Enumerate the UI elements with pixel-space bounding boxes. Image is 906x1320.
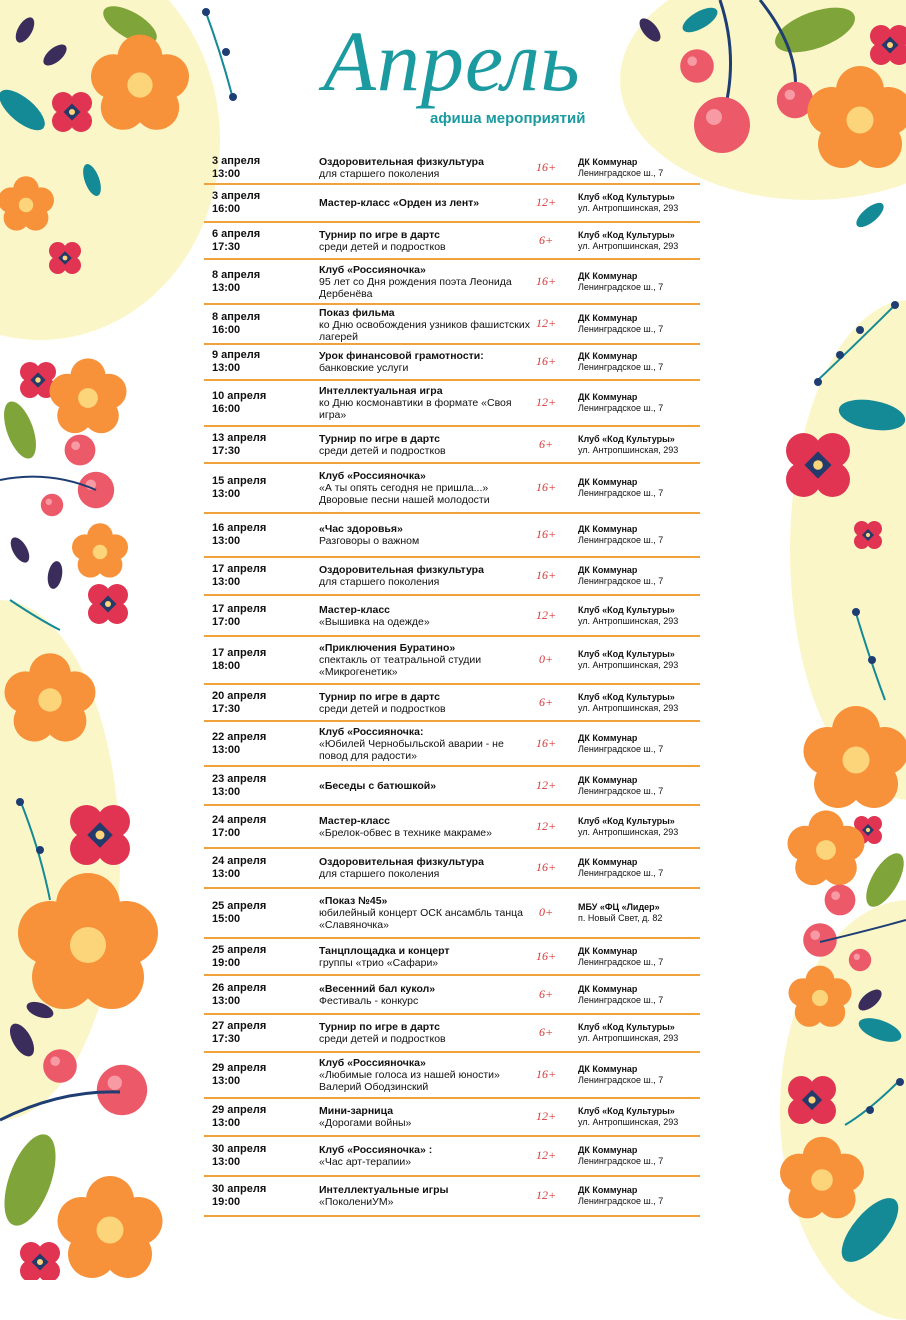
event-row (204, 596, 700, 637)
page-title: Апрель (323, 13, 581, 109)
event-date: 8 апреля (212, 268, 261, 281)
event-title: Мастер-класс (319, 814, 391, 827)
event-date: 30 апреля (212, 1143, 267, 1155)
event-date: 24 апреля (212, 855, 267, 867)
age-rating: 0+ (538, 905, 554, 919)
event-title: Турнир по игре в дартс (319, 1021, 440, 1033)
event-time: 16:00 (212, 403, 241, 415)
event-date-cell (212, 269, 260, 295)
venue-name: ДК Коммунар (578, 156, 638, 167)
venue-address: Ленинградское ш., 7 (578, 956, 664, 967)
venue-address: ул. Антропшинская, 293 (578, 1117, 679, 1127)
event-venue-cell (578, 816, 708, 838)
event-title: Турнир по игре в дартс (319, 228, 440, 241)
event-date: 10 апреля (212, 390, 267, 402)
venue-address: ул. Антропшинская, 293 (578, 240, 679, 251)
event-description: среди детей и подростков (319, 444, 446, 457)
age-rating: 16+ (535, 527, 557, 541)
event-row (204, 427, 700, 464)
venue-name: Клуб «Код Культуры» (578, 1022, 675, 1032)
venue-address: ул. Антропшинская, 293 (578, 660, 679, 670)
age-rating: 0+ (538, 652, 554, 666)
age-rating: 16+ (535, 568, 557, 582)
event-title: Турнир по игре в дартс (319, 690, 440, 703)
event-description: «Брелок-обвес в технике макраме» (319, 826, 492, 839)
event-row (204, 767, 700, 806)
event-row (204, 889, 700, 939)
event-venue-cell (578, 733, 708, 755)
event-venue-cell (578, 477, 708, 499)
event-info-cell (319, 523, 534, 547)
event-time: 13:00 (212, 281, 241, 294)
event-date: 8 апреля (212, 311, 261, 323)
venue-name: ДК Коммунар (578, 270, 638, 281)
event-description: банковские услуги (319, 362, 409, 374)
event-date: 24 апреля (212, 813, 267, 826)
venue-name: ДК Коммунар (578, 351, 638, 361)
event-info-cell (319, 385, 534, 421)
event-description: ко Дню космонавтики в формате «Своя игра» (319, 397, 512, 421)
event-venue-cell (578, 1022, 708, 1044)
event-time: 13:00 (212, 576, 241, 588)
venue-address: Ленинградское ш., 7 (578, 868, 664, 878)
venue-address: Ленинградское ш., 7 (578, 403, 664, 413)
age-rating: 6+ (538, 1025, 554, 1039)
event-row (204, 637, 700, 685)
event-time: 17:30 (212, 444, 241, 457)
age-rating: 12+ (535, 1188, 557, 1202)
venue-name: ДК Коммунар (578, 565, 638, 575)
venue-name: Клуб «Код Культуры» (578, 604, 675, 615)
event-title: Урок финансовой грамотности: (319, 350, 484, 362)
event-description: «Любимые голоса из нашей юности» Валерий Ободзинский (319, 1069, 500, 1093)
age-rating: 12+ (535, 777, 557, 792)
event-date: 17 апреля (212, 647, 267, 659)
venue-address: Ленинградское ш., 7 (578, 535, 664, 545)
event-date: 3 апреля (212, 154, 261, 167)
event-title: Танцплощадка и концерт (319, 944, 450, 957)
event-description: спектакль от театральной студии «Микрогенетик» (319, 654, 482, 678)
event-info-cell (319, 1105, 534, 1129)
event-info-cell (319, 780, 534, 792)
event-description: среди детей и подростков (319, 1033, 446, 1045)
venue-address: Ленинградское ш., 7 (578, 324, 664, 334)
event-title: Мини-зарница (319, 1105, 394, 1117)
event-row (204, 722, 700, 767)
event-date: 23 апреля (212, 772, 267, 785)
event-description: юбилейный концерт ОСК ансамбль танца «Славяночка» (319, 907, 523, 931)
event-date: 20 апреля (212, 689, 267, 702)
event-time: 13:00 (212, 362, 241, 374)
event-date: 29 апреля (212, 1062, 267, 1074)
event-description: «Час арт-терапии» (319, 1156, 412, 1168)
event-venue-cell (578, 434, 708, 456)
event-date: 16 апреля (212, 522, 267, 534)
venue-address: Ленинградское ш., 7 (578, 362, 664, 372)
event-date: 25 апреля (212, 943, 267, 956)
venue-address: Ленинградское ш., 7 (578, 1156, 664, 1166)
event-venue-cell (578, 1064, 708, 1086)
event-description: «А ты опять сегодня не пришла...» Дворовые песни нашей молодости (319, 482, 490, 506)
event-description: для старшего поколения (319, 576, 440, 588)
event-time: 17:30 (212, 1033, 241, 1045)
event-title: Показ фильма (319, 307, 395, 319)
event-date-cell (212, 390, 266, 416)
event-time: 18:00 (212, 660, 241, 672)
event-info-cell (319, 264, 534, 300)
venue-address: Ленинградское ш., 7 (578, 1075, 664, 1085)
event-date-cell (212, 731, 266, 757)
venue-address: ул. Антропшинская, 293 (578, 203, 679, 213)
event-row (204, 345, 700, 381)
event-row (204, 849, 700, 889)
age-rating: 16+ (535, 480, 557, 494)
event-info-cell (319, 433, 534, 457)
event-row (204, 514, 700, 558)
venue-name: Клуб «Код Культуры» (578, 649, 675, 659)
venue-name: Клуб «Код Культуры» (578, 192, 675, 202)
event-time: 13:00 (212, 1117, 241, 1129)
event-title: «Час здоровья» (319, 523, 403, 535)
event-title: «Весенний бал кукол» (319, 982, 436, 995)
event-info-cell (319, 197, 534, 209)
event-row (204, 185, 700, 223)
bg-blob-bottom-right (780, 900, 906, 1320)
event-date-cell (212, 1183, 266, 1209)
age-rating: 12+ (535, 195, 557, 209)
event-row (204, 1053, 700, 1099)
event-date: 3 апреля (212, 190, 261, 202)
event-info-cell (319, 470, 534, 506)
event-venue-cell (578, 692, 708, 714)
event-info-cell (319, 1184, 534, 1208)
event-venue-cell (578, 351, 708, 373)
event-row (204, 1015, 700, 1053)
event-date-cell (212, 900, 266, 926)
age-rating: 16+ (535, 860, 557, 874)
event-date-cell (212, 563, 266, 589)
event-date-cell (212, 855, 266, 881)
event-title: Интеллектуальная игра (319, 385, 443, 397)
event-date-cell (212, 944, 266, 970)
event-title: Клуб «Россияночка» : (319, 1144, 433, 1156)
event-date-cell (212, 647, 266, 673)
venue-name: МБУ «ФЦ «Лидер» (578, 902, 660, 912)
event-date: 25 апреля (212, 900, 267, 912)
page-subtitle: афиша мероприятий (430, 110, 586, 127)
event-info-cell (319, 691, 534, 715)
event-description: среди детей и подростков (319, 240, 446, 253)
event-info-cell (319, 1144, 534, 1168)
event-description: для старшего поколения (319, 167, 440, 180)
event-title: Оздоровительная физкультура (319, 856, 484, 868)
event-info-cell (319, 156, 534, 180)
event-time: 13:00 (212, 1156, 241, 1168)
venue-address: Ленинградское ш., 7 (578, 281, 664, 292)
age-rating: 12+ (535, 1148, 557, 1162)
event-title: Клуб «Россияночка» (319, 1057, 426, 1069)
age-rating: 16+ (535, 354, 557, 368)
event-description: ко Дню освобождения узников фашистских лагерей (319, 319, 530, 343)
event-venue-cell (578, 605, 708, 627)
event-time: 13:00 (212, 167, 241, 180)
venue-name: ДК Коммунар (578, 857, 638, 867)
age-rating: 6+ (538, 986, 554, 1001)
event-info-cell (319, 895, 534, 931)
age-rating: 16+ (535, 159, 557, 174)
event-title: Оздоровительная физкультура (319, 564, 484, 576)
venue-address: п. Новый Свет, д. 82 (578, 913, 663, 923)
event-description: среди детей и подростков (319, 702, 446, 715)
event-info-cell (319, 307, 534, 343)
event-time: 17:00 (212, 826, 241, 839)
age-rating: 12+ (535, 395, 557, 409)
event-description: Фестиваль - конкурс (319, 994, 419, 1007)
event-venue-cell (578, 230, 708, 252)
event-time: 13:00 (212, 488, 241, 500)
event-date-cell (212, 522, 266, 548)
event-venue-cell (578, 946, 708, 968)
venue-name: ДК Коммунар (578, 392, 638, 402)
event-date-cell (212, 1062, 266, 1088)
event-venue-cell (578, 857, 708, 879)
venue-name: ДК Коммунар (578, 477, 638, 487)
event-info-cell (319, 815, 534, 839)
event-title: Мастер-класс «Орден из лент» (319, 197, 480, 209)
venue-name: ДК Коммунар (578, 1064, 638, 1074)
event-time: 13:00 (212, 743, 241, 756)
event-info-cell (319, 726, 534, 762)
event-row (204, 685, 700, 722)
event-info-cell (319, 604, 534, 628)
venue-name: Клуб «Код Культуры» (578, 691, 675, 702)
event-time: 13:00 (212, 1075, 241, 1087)
event-time: 13:00 (212, 535, 241, 547)
venue-name: Клуб «Код Культуры» (578, 815, 675, 826)
event-info-cell (319, 983, 534, 1007)
venue-name: ДК Коммунар (578, 774, 638, 785)
venue-name: ДК Коммунар (578, 945, 638, 956)
event-venue-cell (578, 565, 708, 587)
event-schedule (204, 152, 700, 1217)
event-title: «Беседы с батюшкой» (319, 779, 437, 792)
bg-blob-top-left (0, 0, 220, 340)
event-time: 13:00 (212, 994, 241, 1007)
age-rating: 16+ (535, 735, 557, 750)
event-description: для старшего поколения (319, 868, 440, 880)
venue-address: ул. Антропшинская, 293 (578, 702, 679, 713)
event-date-cell (212, 228, 260, 254)
event-info-cell (319, 229, 534, 253)
event-time: 19:00 (212, 1196, 241, 1208)
event-date-cell (212, 432, 266, 458)
event-venue-cell (578, 313, 708, 335)
event-venue-cell (578, 649, 708, 671)
event-time: 16:00 (212, 324, 241, 336)
event-info-cell (319, 945, 534, 969)
age-rating: 6+ (538, 694, 554, 709)
event-venue-cell (578, 524, 708, 546)
event-title: «Показ №45» (319, 895, 388, 907)
event-date-cell (212, 190, 260, 216)
event-venue-cell (578, 271, 708, 293)
event-title: «Приключения Буратино» (319, 642, 456, 654)
venue-name: ДК Коммунар (578, 313, 638, 323)
venue-address: Ленинградское ш., 7 (578, 488, 664, 498)
age-rating: 16+ (535, 948, 557, 963)
event-date: 6 апреля (212, 227, 261, 240)
event-row (204, 1177, 700, 1217)
venue-name: ДК Коммунар (578, 1145, 638, 1155)
event-date-cell (212, 603, 266, 629)
event-description: Разговоры о важном (319, 535, 420, 547)
bg-blob-left (0, 600, 120, 1120)
event-time: 13:00 (212, 868, 241, 880)
event-row (204, 305, 700, 345)
event-date: 27 апреля (212, 1020, 267, 1032)
event-date: 26 апреля (212, 981, 267, 994)
event-date-cell (212, 311, 260, 337)
age-rating: 16+ (535, 1067, 557, 1081)
event-date-cell (212, 814, 266, 840)
age-rating: 12+ (535, 818, 557, 833)
event-venue-cell (578, 192, 708, 214)
age-rating: 16+ (535, 273, 557, 288)
event-row (204, 806, 700, 849)
event-title: Клуб «Россияночка: (319, 725, 424, 738)
venue-name: ДК Коммунар (578, 524, 638, 534)
event-row (204, 464, 700, 514)
event-time: 19:00 (212, 956, 241, 969)
event-venue-cell (578, 775, 708, 797)
event-row (204, 1137, 700, 1177)
venue-name: ДК Коммунар (578, 1185, 638, 1195)
event-date: 17 апреля (212, 602, 267, 615)
venue-name: Клуб «Код Культуры» (578, 229, 675, 240)
event-info-cell (319, 564, 534, 588)
event-time: 13:00 (212, 785, 241, 798)
event-venue-cell (578, 1185, 708, 1207)
age-rating: 12+ (535, 316, 557, 330)
venue-address: Ленинградское ш., 7 (578, 1196, 664, 1206)
event-description: «Вышивка на одежде» (319, 615, 430, 628)
venue-address: ул. Антропшинская, 293 (578, 826, 679, 837)
event-time: 16:00 (212, 203, 241, 215)
event-date: 17 апреля (212, 563, 267, 575)
venue-name: ДК Коммунар (578, 732, 638, 743)
event-date-cell (212, 155, 260, 181)
venue-address: ул. Антропшинская, 293 (578, 1033, 679, 1043)
event-date-cell (212, 773, 266, 799)
event-date-cell (212, 1143, 266, 1169)
event-info-cell (319, 1021, 534, 1045)
event-date: 30 апреля (212, 1183, 267, 1195)
event-date-cell (212, 1020, 266, 1046)
venue-name: ДК Коммунар (578, 983, 638, 994)
event-date-cell (212, 1104, 266, 1130)
event-time: 17:30 (212, 240, 241, 253)
event-venue-cell (578, 1106, 708, 1128)
event-info-cell (319, 1057, 534, 1093)
event-row (204, 976, 700, 1015)
venue-address: Ленинградское ш., 7 (578, 743, 664, 754)
event-venue-cell (578, 157, 708, 179)
event-date-cell (212, 349, 260, 375)
event-date: 15 апреля (212, 475, 267, 487)
event-description: «Юбилей Чернобыльской аварии - не повод для радости» (319, 737, 504, 762)
event-date: 22 апреля (212, 730, 267, 743)
venue-address: Ленинградское ш., 7 (578, 167, 664, 178)
event-info-cell (319, 642, 534, 678)
event-description: 95 лет со Дня рождения поэта Леонида Дербенёва (319, 275, 512, 300)
event-info-cell (319, 856, 534, 880)
event-row (204, 152, 700, 185)
event-title: Турнир по игре в дартс (319, 432, 440, 445)
event-description: «Дорогами войны» (319, 1117, 412, 1129)
venue-address: Ленинградское ш., 7 (578, 785, 664, 796)
event-date: 13 апреля (212, 431, 267, 444)
event-title: Оздоровительная физкультура (319, 155, 484, 168)
event-venue-cell (578, 1145, 708, 1167)
event-title: Клуб «Россияночка» (319, 263, 426, 276)
event-title: Мастер-класс (319, 603, 391, 616)
venue-address: ул. Антропшинская, 293 (578, 615, 679, 626)
event-date: 29 апреля (212, 1104, 267, 1116)
venue-address: Ленинградское ш., 7 (578, 994, 664, 1005)
venue-address: ул. Антропшинская, 293 (578, 444, 679, 455)
event-venue-cell (578, 984, 708, 1006)
event-row (204, 1099, 700, 1137)
event-date-cell (212, 982, 266, 1008)
age-rating: 12+ (535, 607, 557, 622)
event-description: группы «трио «Сафари» (319, 956, 439, 969)
venue-name: Клуб «Код Культуры» (578, 433, 675, 444)
event-row (204, 558, 700, 596)
event-row (204, 223, 700, 260)
bg-blob-right (790, 300, 906, 800)
event-time: 17:30 (212, 702, 241, 715)
age-rating: 12+ (535, 1109, 557, 1123)
age-rating: 6+ (538, 436, 554, 451)
event-title: Клуб «Россияночка» (319, 470, 426, 482)
event-time: 15:00 (212, 913, 241, 925)
event-date: 9 апреля (212, 349, 261, 361)
venue-address: Ленинградское ш., 7 (578, 576, 664, 586)
event-venue-cell (578, 902, 708, 924)
venue-name: Клуб «Код Культуры» (578, 1106, 675, 1116)
event-venue-cell (578, 392, 708, 414)
event-time: 17:00 (212, 615, 241, 628)
event-row (204, 381, 700, 427)
event-date-cell (212, 690, 266, 716)
age-rating: 6+ (538, 232, 554, 247)
event-date-cell (212, 475, 266, 501)
event-description: «ПоколениУМ» (319, 1196, 394, 1208)
event-title: Интеллектуальные игры (319, 1184, 449, 1196)
event-row (204, 939, 700, 976)
event-row (204, 260, 700, 305)
event-info-cell (319, 350, 534, 374)
